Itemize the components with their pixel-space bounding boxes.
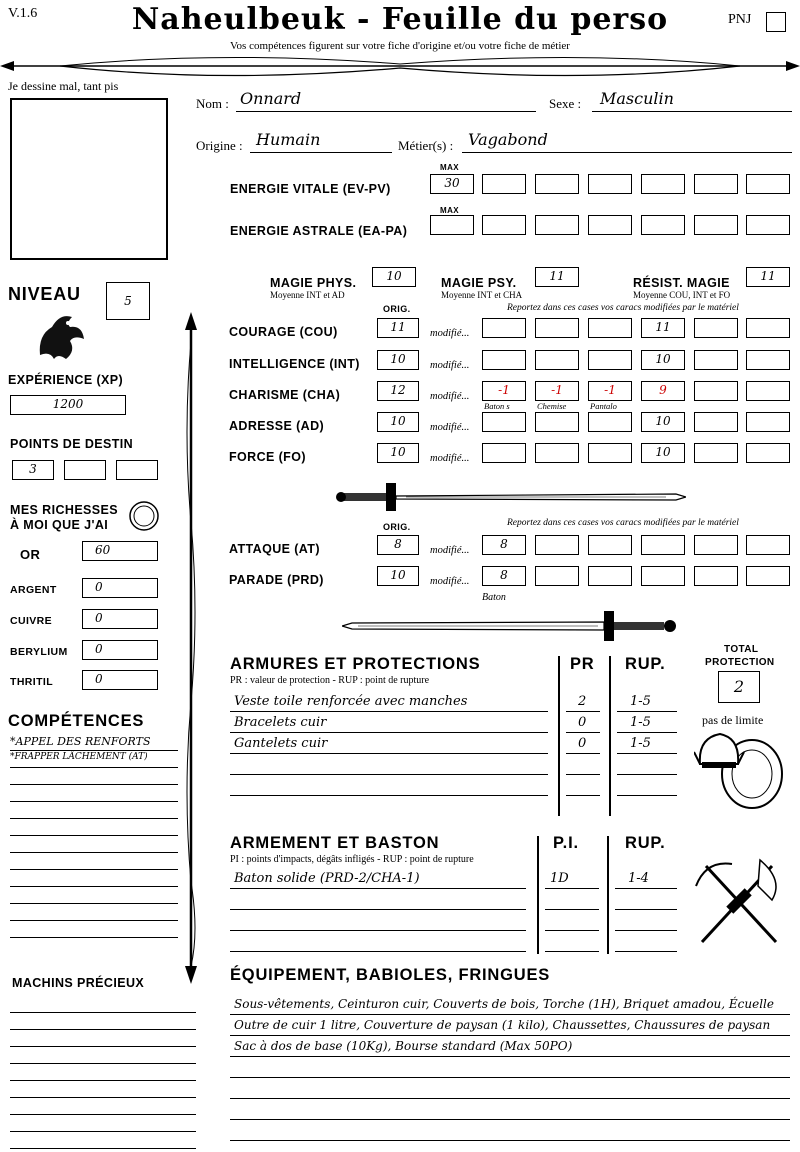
stat-mod-box[interactable]: [482, 412, 526, 432]
precious-line[interactable]: [10, 1046, 196, 1047]
armor-rup[interactable]: 1-5: [630, 694, 651, 709]
combat-mod-box[interactable]: [535, 566, 579, 586]
stat-mod-box[interactable]: 10: [641, 443, 685, 463]
combat-report-note: Reportez dans ces cases vos caracs modifiées par le matériel: [507, 518, 739, 528]
equipment-line[interactable]: Outre de cuir 1 litre, Couverture de paysan (1 kilo), Chaussettes, Chaussures de paysan: [234, 1018, 771, 1032]
weapons-col-rup: RUP.: [625, 834, 666, 852]
destin-label: POINTS DE DESTIN: [10, 437, 134, 451]
ev-track-box[interactable]: [746, 174, 790, 194]
ev-track-box[interactable]: [641, 174, 685, 194]
stat-label: ADRESSE (AD): [229, 419, 325, 433]
stat-orig-box[interactable]: 10: [377, 443, 419, 463]
stat-mod-box[interactable]: [588, 318, 632, 338]
precious-line[interactable]: [10, 1131, 196, 1132]
total-protection-label-1: TOTAL: [724, 644, 759, 655]
ev-track-box[interactable]: [588, 174, 632, 194]
coin-icon: [128, 500, 160, 532]
wealth-field[interactable]: 0: [82, 609, 158, 629]
stat-mod-box[interactable]: 9: [641, 381, 685, 401]
weapon-pi[interactable]: 1D: [550, 871, 569, 886]
combat-mod-box[interactable]: [746, 535, 790, 555]
wealth-label: ARGENT: [10, 584, 57, 596]
metier-label: Métier(s) :: [398, 138, 454, 153]
armor-note: PR : valeur de protection - RUP : point de rupture: [230, 675, 430, 686]
magie-psy-label: MAGIE PSY.: [441, 276, 517, 290]
precious-line[interactable]: [10, 1063, 196, 1064]
armor-rup[interactable]: 1-5: [630, 736, 651, 751]
resist-magie-box[interactable]: 11: [746, 267, 790, 287]
weapon-rup[interactable]: 1-4: [628, 871, 649, 886]
total-protection-box[interactable]: 2: [718, 671, 760, 703]
combat-below-label: Baton: [482, 592, 506, 603]
wealth-label: BERYLIUM: [10, 646, 68, 658]
combat-mod-box[interactable]: [694, 566, 738, 586]
destin-box-3[interactable]: [116, 460, 158, 480]
niveau-label: NIVEAU: [8, 284, 81, 304]
combat-mod-box[interactable]: [746, 566, 790, 586]
resist-magie-label: RÉSIST. MAGIE: [633, 276, 730, 290]
skill-item[interactable]: *FRAPPER LÂCHEMENT (AT): [10, 752, 148, 762]
combat-label: PARADE (PRD): [229, 573, 324, 587]
stat-label: COURAGE (COU): [229, 325, 338, 339]
stat-mod-box[interactable]: [746, 443, 790, 463]
page-title: Naheulbeuk - Feuille du perso: [131, 2, 669, 37]
metier-field[interactable]: Vagabond: [468, 130, 548, 149]
ea-track-box[interactable]: [746, 215, 790, 235]
stat-mod-box[interactable]: 10: [641, 412, 685, 432]
weapon-name[interactable]: Baton solide (PRD-2/CHA-1): [234, 871, 420, 886]
armor-pr[interactable]: 0: [578, 736, 587, 751]
stat-orig-box[interactable]: 11: [377, 318, 419, 338]
ea-track-box[interactable]: [535, 215, 579, 235]
modifie-label: modifié...: [430, 391, 470, 402]
magie-phys-box[interactable]: 10: [372, 267, 416, 287]
armor-name[interactable]: Gantelets cuir: [234, 736, 328, 751]
version-label: V.1.6: [8, 6, 38, 21]
armor-name[interactable]: Bracelets cuir: [234, 715, 327, 730]
armor-col-pr: PR: [570, 655, 595, 673]
stat-mod-source: Baton s: [484, 401, 510, 411]
equipment-line[interactable]: Sac à dos de base (10Kg), Bourse standard (Max 50PO): [234, 1039, 573, 1053]
precious-line[interactable]: [10, 1012, 196, 1013]
niveau-box[interactable]: 5: [106, 282, 150, 320]
stat-mod-box[interactable]: 10: [641, 350, 685, 370]
magie-psy-sub: Moyenne INT et CHA: [441, 290, 523, 300]
resist-magie-sub: Moyenne COU, INT et FO: [633, 290, 731, 300]
stat-label: FORCE (FO): [229, 450, 306, 464]
portrait-caption: Je dessine mal, tant pis: [8, 79, 119, 93]
ea-track-box[interactable]: [588, 215, 632, 235]
modifie-label: modifié...: [430, 328, 470, 339]
wealth-field[interactable]: 0: [82, 670, 158, 690]
machins-precieux-title: MACHINS PRÉCIEUX: [12, 976, 145, 990]
magie-psy-box[interactable]: 11: [535, 267, 579, 287]
ev-track-box[interactable]: [694, 174, 738, 194]
ea-label: ENERGIE ASTRALE (EA-PA): [230, 224, 408, 238]
wealth-label: CUIVRE: [10, 615, 53, 627]
stat-mod-box[interactable]: [535, 412, 579, 432]
stat-mod-box[interactable]: [694, 350, 738, 370]
precious-line[interactable]: [10, 1097, 196, 1098]
wealth-label: THRITIL: [10, 676, 54, 688]
ev-track-box[interactable]: [482, 174, 526, 194]
stat-mod-box[interactable]: [746, 381, 790, 401]
modifie-label: modifié...: [430, 576, 470, 587]
stat-mod-box[interactable]: 11: [641, 318, 685, 338]
wealth-field[interactable]: 0: [82, 640, 158, 660]
stats-orig-label: ORIG.: [383, 304, 411, 314]
destin-box-2[interactable]: [64, 460, 106, 480]
stat-orig-box[interactable]: 12: [377, 381, 419, 401]
stat-mod-box[interactable]: -1: [535, 381, 579, 401]
stat-mod-box[interactable]: [588, 412, 632, 432]
ea-track-box[interactable]: [482, 215, 526, 235]
page-subtitle: Vos compétences figurent sur votre fiche d'origine et/ou votre fiche de métier: [230, 40, 570, 52]
richesses-label-2: À MOI QUE J'AI: [10, 518, 109, 532]
origine-field[interactable]: Humain: [256, 130, 321, 149]
stat-orig-box[interactable]: 10: [377, 350, 419, 370]
weapons-note: PI : points d'impacts, dégâts infligés - RUP : point de rupture: [230, 854, 474, 865]
stat-orig-box[interactable]: 10: [377, 412, 419, 432]
combat-mod-box[interactable]: [694, 535, 738, 555]
wealth-label: OR: [20, 547, 41, 562]
armor-name[interactable]: Veste toile renforcée avec manches: [234, 694, 468, 709]
pas-de-limite-label: pas de limite: [702, 713, 764, 727]
combat-mod-box[interactable]: [588, 535, 632, 555]
precious-line[interactable]: [10, 1114, 196, 1115]
magie-phys-sub: Moyenne INT et AD: [270, 290, 345, 300]
xp-label: EXPÉRIENCE (XP): [8, 373, 124, 387]
stat-mod-box[interactable]: -1: [482, 381, 526, 401]
stat-mod-box[interactable]: [694, 318, 738, 338]
weapons-icon: [692, 856, 786, 950]
stat-mod-box[interactable]: [746, 318, 790, 338]
stat-mod-box[interactable]: [588, 350, 632, 370]
nom-field[interactable]: Onnard: [240, 89, 302, 108]
pnj-label: PNJ: [728, 12, 752, 27]
modifie-label: modifié...: [430, 453, 470, 464]
precious-line[interactable]: [10, 1080, 196, 1081]
wealth-field[interactable]: 60: [82, 541, 158, 561]
precious-line[interactable]: [10, 1148, 196, 1149]
combat-orig-box[interactable]: 10: [377, 566, 419, 586]
combat-mod-box[interactable]: [641, 535, 685, 555]
armor-pr[interactable]: 0: [578, 715, 587, 730]
nom-label: Nom :: [196, 96, 229, 111]
equipment-title: ÉQUIPEMENT, BABIOLES, FRINGUES: [230, 966, 551, 984]
richesses-label-1: MES RICHESSES: [10, 503, 119, 517]
stat-label: INTELLIGENCE (INT): [229, 357, 360, 371]
competences-title: COMPÉTENCES: [8, 712, 145, 730]
stat-mod-box[interactable]: [535, 350, 579, 370]
sexe-field[interactable]: Masculin: [600, 89, 674, 108]
ev-max-box[interactable]: 30: [430, 174, 474, 194]
ev-label: ENERGIE VITALE (EV-PV): [230, 182, 391, 196]
stat-label: CHARISME (CHA): [229, 388, 341, 402]
stat-mod-box[interactable]: [535, 318, 579, 338]
vertical-spear-icon: [180, 312, 202, 984]
armor-col-rup: RUP.: [625, 655, 666, 673]
modifie-label: modifié...: [430, 360, 470, 371]
stat-mod-box[interactable]: [746, 350, 790, 370]
stat-mod-box[interactable]: [746, 412, 790, 432]
xp-box[interactable]: 1200: [10, 395, 126, 415]
ea-track-box[interactable]: [694, 215, 738, 235]
combat-mod-box[interactable]: 8: [482, 535, 526, 555]
stat-mod-box[interactable]: [482, 318, 526, 338]
stat-mod-box[interactable]: [694, 381, 738, 401]
combat-label: ATTAQUE (AT): [229, 542, 320, 556]
combat-mod-box[interactable]: 8: [482, 566, 526, 586]
modifie-label: modifié...: [430, 545, 470, 556]
ev-track-box[interactable]: [535, 174, 579, 194]
combat-mod-box[interactable]: [535, 535, 579, 555]
stat-mod-box[interactable]: [482, 350, 526, 370]
armor-pr[interactable]: 2: [578, 694, 587, 709]
helmet-shield-icon: [694, 724, 786, 814]
sword-icon: [336, 480, 686, 514]
weapons-col-pi: P.I.: [553, 834, 579, 852]
sword-icon-2: [342, 608, 687, 644]
combat-mod-box[interactable]: [641, 566, 685, 586]
stat-mod-source: Pantalo: [590, 401, 617, 411]
combat-mod-box[interactable]: [588, 566, 632, 586]
equipment-line[interactable]: Sous-vêtements, Ceinturon cuir, Couverts de bois, Torche (1H), Briquet amadou, Écuelle: [234, 997, 774, 1011]
stat-mod-box[interactable]: [694, 443, 738, 463]
precious-line[interactable]: [10, 1029, 196, 1030]
combat-orig-box[interactable]: 8: [377, 535, 419, 555]
armor-rup[interactable]: 1-5: [630, 715, 651, 730]
stat-mod-source: Chemise: [537, 401, 567, 411]
skill-item[interactable]: *APPEL DES RENFORTS: [10, 735, 151, 748]
stat-mod-box[interactable]: [694, 412, 738, 432]
portrait-box[interactable]: [10, 98, 168, 260]
stat-mod-box[interactable]: [482, 443, 526, 463]
ea-track-box[interactable]: [641, 215, 685, 235]
weapons-title: ARMEMENT ET BASTON: [230, 834, 440, 852]
armor-title: ARMURES ET PROTECTIONS: [230, 655, 481, 673]
modifie-label: modifié...: [430, 422, 470, 433]
total-protection-label-2: PROTECTION: [705, 657, 775, 668]
pnj-checkbox[interactable]: [766, 12, 786, 32]
destin-box-1[interactable]: 3: [12, 460, 54, 480]
ev-max-label: MAX: [440, 163, 459, 172]
stat-mod-box[interactable]: -1: [588, 381, 632, 401]
dragon-icon: [30, 305, 90, 365]
stat-mod-box[interactable]: [535, 443, 579, 463]
stat-mod-box[interactable]: [588, 443, 632, 463]
combat-orig-label: ORIG.: [383, 522, 411, 532]
stats-report-note: Reportez dans ces cases vos caracs modifiées par le matériel: [507, 303, 739, 313]
sexe-label: Sexe :: [549, 96, 582, 111]
ea-max-box[interactable]: [430, 215, 474, 235]
spear-ornament-icon: [0, 52, 800, 82]
magie-phys-label: MAGIE PHYS.: [270, 276, 357, 290]
origine-label: Origine :: [196, 138, 243, 153]
ea-max-label: MAX: [440, 206, 459, 215]
wealth-field[interactable]: 0: [82, 578, 158, 598]
